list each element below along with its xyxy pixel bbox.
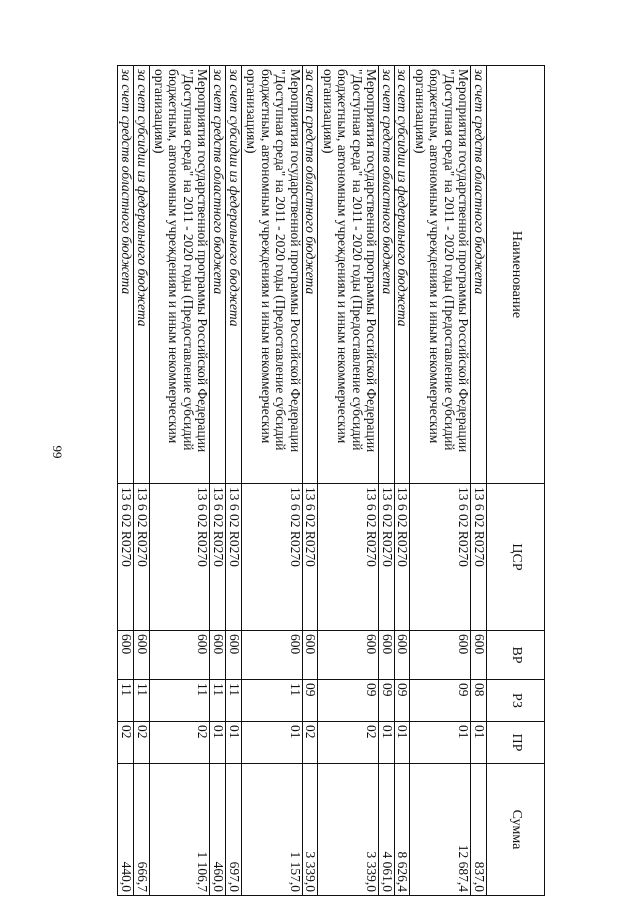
cell-name: Мероприятия государственной программы Российской Федерации "Доступная среда" на 2011 - 2020 годы (Предоставление субсидий бюджетным, автономным учреждениям и иным некоммерческим организациям) <box>318 66 379 484</box>
cell-sum: 1 106,7 <box>149 764 210 896</box>
cell-sum: 460,0 <box>210 764 226 896</box>
cell-vr: 600 <box>379 631 395 680</box>
cell-name: за счет субсидии из федерального бюджета <box>226 66 242 484</box>
table-row <box>226 66 242 896</box>
cell-rz: 11 <box>226 680 242 722</box>
cell-name: Мероприятия государственной программы Российской Федерации "Доступная среда" на 2011 - 2020 годы (Предоставление субсидий бюджетным, автономным учреждениям и иным некоммерческим организациям) <box>149 66 210 484</box>
cell-csr: 13 6 02 R0270 <box>133 484 149 631</box>
cell-vr: 600 <box>133 631 149 680</box>
table-row <box>149 66 210 896</box>
cell-sum: 12 687,4 <box>410 764 471 896</box>
header-pr: ПР <box>487 722 545 764</box>
cell-rz: 09 <box>379 680 395 722</box>
header-name: Наименование <box>487 66 545 484</box>
cell-name: за счет средств областного бюджета <box>118 66 134 484</box>
cell-pr: 01 <box>241 722 302 764</box>
cell-pr: 01 <box>210 722 226 764</box>
cell-vr: 600 <box>318 631 379 680</box>
cell-pr: 01 <box>226 722 242 764</box>
cell-rz: 11 <box>133 680 149 722</box>
cell-csr: 13 6 02 R0270 <box>394 484 410 631</box>
cell-csr: 13 6 02 R0270 <box>471 484 487 631</box>
cell-sum: 440,0 <box>118 764 134 896</box>
table-header-row <box>487 66 545 896</box>
cell-name: за счет средств областного бюджета <box>471 66 487 484</box>
rotated-page-content <box>117 65 545 895</box>
cell-rz: 11 <box>210 680 226 722</box>
table-row <box>118 66 134 896</box>
cell-rz: 09 <box>302 680 318 722</box>
cell-vr: 600 <box>226 631 242 680</box>
cell-name: за счет средств областного бюджета <box>210 66 226 484</box>
cell-vr: 600 <box>210 631 226 680</box>
cell-pr: 02 <box>149 722 210 764</box>
cell-vr: 600 <box>394 631 410 680</box>
cell-sum: 837,0 <box>471 764 487 896</box>
cell-sum: 3 339,0 <box>318 764 379 896</box>
cell-rz: 09 <box>410 680 471 722</box>
cell-csr: 13 6 02 R0270 <box>302 484 318 631</box>
cell-rz: 09 <box>394 680 410 722</box>
cell-csr: 13 6 02 R0270 <box>241 484 302 631</box>
cell-sum: 697,0 <box>226 764 242 896</box>
cell-name: за счет субсидии из федерального бюджета <box>133 66 149 484</box>
cell-pr: 02 <box>118 722 134 764</box>
cell-vr: 600 <box>410 631 471 680</box>
cell-pr: 01 <box>410 722 471 764</box>
cell-pr: 01 <box>379 722 395 764</box>
table-row <box>394 66 410 896</box>
cell-pr: 02 <box>133 722 149 764</box>
header-vr: ВР <box>487 631 545 680</box>
cell-vr: 600 <box>118 631 134 680</box>
cell-csr: 13 6 02 R0270 <box>379 484 395 631</box>
cell-csr: 13 6 02 R0270 <box>410 484 471 631</box>
table-row <box>410 66 471 896</box>
cell-csr: 13 6 02 R0270 <box>149 484 210 631</box>
cell-vr: 600 <box>302 631 318 680</box>
cell-vr: 600 <box>471 631 487 680</box>
table-row <box>302 66 318 896</box>
cell-rz: 09 <box>318 680 379 722</box>
header-rz: РЗ <box>487 680 545 722</box>
cell-name: за счет субсидии из федерального бюджета <box>394 66 410 484</box>
cell-name: за счет средств областного бюджета <box>302 66 318 484</box>
cell-sum: 4 061,0 <box>379 764 395 896</box>
cell-pr: 02 <box>318 722 379 764</box>
table-row <box>379 66 395 896</box>
cell-csr: 13 6 02 R0270 <box>118 484 134 631</box>
cell-sum: 8 626,4 <box>394 764 410 896</box>
cell-name: Мероприятия государственной программы Российской Федерации "Доступная среда" на 2011 - 2020 годы (Предоставление субсидий бюджетным, автономным учреждениям и иным некоммерческим организациям) <box>241 66 302 484</box>
cell-rz: 08 <box>471 680 487 722</box>
cell-sum: 666,7 <box>133 764 149 896</box>
cell-pr: 01 <box>394 722 410 764</box>
cell-rz: 11 <box>118 680 134 722</box>
cell-name: Мероприятия государственной программы Российской Федерации "Доступная среда" на 2011 - 2020 годы (Предоставление субсидий бюджетным, автономным учреждениям и иным некоммерческим организациям) <box>410 66 471 484</box>
cell-vr: 600 <box>241 631 302 680</box>
cell-csr: 13 6 02 R0270 <box>318 484 379 631</box>
table-body <box>118 66 487 896</box>
cell-pr: 02 <box>302 722 318 764</box>
cell-rz: 11 <box>241 680 302 722</box>
table-row <box>210 66 226 896</box>
header-sum: Сумма <box>487 764 545 896</box>
cell-sum: 3 339,0 <box>302 764 318 896</box>
cell-rz: 11 <box>149 680 210 722</box>
cell-vr: 600 <box>149 631 210 680</box>
cell-pr: 01 <box>471 722 487 764</box>
page-number: 99 <box>50 445 65 459</box>
cell-sum: 1 157,0 <box>241 764 302 896</box>
table-row <box>318 66 379 896</box>
table-row <box>133 66 149 896</box>
table-row <box>241 66 302 896</box>
budget-table <box>117 65 545 896</box>
cell-name: за счет средств областного бюджета <box>379 66 395 484</box>
header-csr: ЦСР <box>487 484 545 631</box>
cell-csr: 13 6 02 R0270 <box>210 484 226 631</box>
table-row <box>471 66 487 896</box>
cell-csr: 13 6 02 R0270 <box>226 484 242 631</box>
